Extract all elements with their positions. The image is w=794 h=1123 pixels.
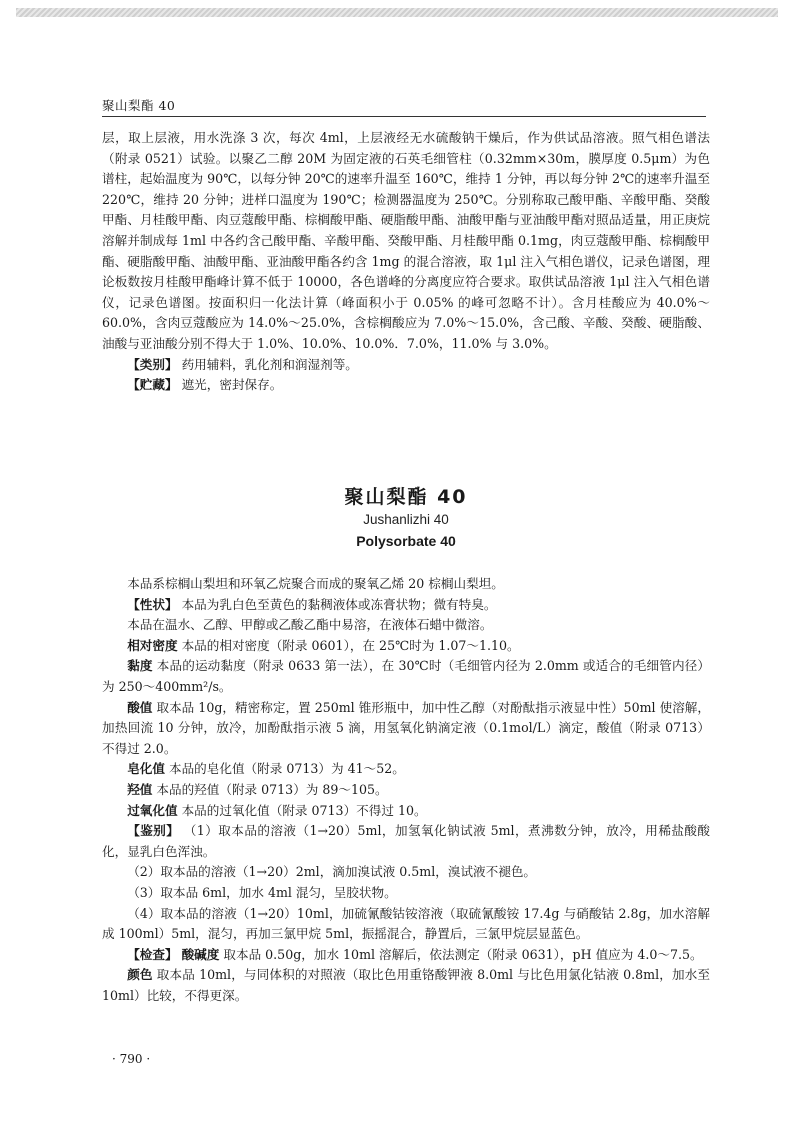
hydroxyl-text: 本品的羟值（附录 0713）为 89～105。: [156, 781, 388, 797]
category-line: [102, 355, 710, 376]
peroxide-text: 本品的过氧化值（附录 0713）不得过 10。: [181, 802, 427, 818]
acid-value-label: 酸值: [127, 699, 153, 715]
identification-3: （3）取本品 6ml，加水 4ml 混匀，呈胶状物。: [127, 884, 397, 900]
alkalinity-text: 取本品 0.50g，加水 10ml 溶解后，依法测定（附录 0631），pH 值应为 4.0～7.5。: [223, 946, 703, 962]
storage-label: 【贮藏】: [127, 377, 178, 393]
viscosity-line: [102, 656, 710, 697]
monograph-title-english: Polysorbate 40: [356, 533, 456, 549]
identification-2: （2）取本品的溶液（1→20）2ml，滴加溴试液 0.5ml，溴试液不褪色。: [127, 864, 537, 880]
properties-label: 【性状】: [127, 596, 178, 612]
tests-label: 【检查】: [127, 946, 178, 962]
density-line: [102, 636, 710, 657]
storage-line: [102, 375, 710, 396]
continued-paragraph: 层，取上层液，用水洗涤 3 次，每次 4ml，上层液经无水硫酸钠干燥后，作为供试品溶液。照气相色谱法（附录 0521）试验。以聚乙二醇 20M 为固定液的石英毛细管柱（0.32mm×30m，膜厚度 0.5μm）为色谱柱，起始温度为 90℃，以每分钟 20℃的速率升温至 160℃，维持 1 分钟，再以每分钟 2℃的速率升温至 220℃，维持 20 分钟；进样口温度为 190℃；检测器温度为 250℃。分别称取己酸甲酯、辛酸甲酯、癸酸甲酯、月桂酸甲酯、肉豆蔻酸甲酯、棕榈酸甲酯、硬脂酸甲酯、油酸甲酯与亚油酸甲酯对照品适量，用正庚烷溶解并制成每 1ml 中各约含己酸甲酯、辛酸甲酯、癸酸甲酯、月桂酸甲酯 0.1mg，肉豆蔻酸甲酯、棕榈酸甲酯、硬脂酸甲酯、油酸甲酯、亚油酸甲酯各约含 1mg 的混合溶液，取 1μl 注入气相色谱仪，记录色谱图，理论板数按月桂酸甲酯峰计算不低于 10000，各色谱峰的分离度应符合要求。取供试品溶液 1μl 注入气相色谱仪，记录色谱图。按面积归一化法计算（峰面积小于 0.05% 的峰可忽略不计）。含月桂酸应为 40.0%～60.0%，含肉豆蔻酸应为 14.0%～25.0%，含棕榈酸应为 7.0%～15.0%，含己酸、辛酸、癸酸、硬脂酸、油酸与亚油酸分别不得大于 1.0%、10.0%、10.0%．7.0%，11.0% 与 3.0%。: [102, 130, 710, 351]
storage-text: 遮光，密封保存。: [181, 377, 283, 393]
category-text: 药用辅料，乳化剂和润湿剂等。: [181, 356, 358, 372]
identification-1: （1）取本品的溶液（1→20）5ml，加氢氧化钠试液 5ml，煮沸数分钟，放冷，用稀盐酸酸化，显乳白色浑浊。: [102, 823, 711, 859]
alkalinity-label: 酸碱度: [181, 946, 220, 962]
monograph-title-block: [102, 484, 710, 552]
monograph-title-pinyin: Jushanlizhi 40: [363, 512, 449, 527]
density-label: 相对密度: [127, 637, 178, 653]
saponification-line: [102, 759, 710, 780]
category-label: 【类别】: [127, 356, 178, 372]
identification-4: （4）取本品的溶液（1→20）10ml，加硫氰酸钴铵溶液（取硫氰酸铵 17.4g 与硝酸钴 2.8g，加水溶解成 100ml）5ml，混匀，再加三氯甲烷 5ml，振摇混合，静置后，三氯甲烷层显蓝色。: [102, 905, 710, 942]
identification-line: [102, 821, 710, 862]
peroxide-label: 过氧化值: [127, 802, 178, 818]
viscosity-label: 黏度: [127, 658, 153, 674]
page-number: · 790 ·: [112, 1052, 151, 1066]
scan-edge-strip: [16, 8, 778, 17]
tests-line: [102, 945, 710, 966]
color-line: [102, 965, 710, 1006]
density-text: 本品的相对密度（附录 0601），在 25℃时为 1.07～1.10。: [181, 637, 520, 653]
identification-label: 【鉴别】: [127, 823, 180, 839]
color-text: 取本品 10ml，与同体积的对照液（取比色用重铬酸钾液 8.0ml 与比色用氯化钴液 0.8ml，加水至 10ml）比较，不得更深。: [102, 967, 710, 1003]
saponification-text: 本品的皂化值（附录 0713）为 41～52。: [168, 761, 405, 777]
definition-paragraph: 本品系棕榈山梨坦和环氧乙烷聚合而成的聚氧乙烯 20 棕榈山梨坦。: [127, 576, 504, 591]
hydroxyl-label: 羟值: [127, 781, 153, 797]
running-header: 聚山梨酯 40: [102, 98, 176, 113]
hydroxyl-line: [102, 780, 710, 801]
monograph-title-chinese: 聚山梨酯 40: [344, 486, 468, 508]
monograph-body: [102, 574, 710, 1006]
viscosity-text: 本品的运动黏度（附录 0633 第一法），在 30℃时（毛细管内径为 2.0mm 或适合的毛细管内径）为 250～400mm²/s。: [102, 658, 710, 694]
header-rule: [102, 116, 706, 117]
acid-value-line: [102, 698, 710, 760]
properties-text: 本品为乳白色至黄色的黏稠液体或冻膏状物；微有特臭。: [181, 596, 497, 612]
properties-line: [102, 595, 710, 616]
previous-entry-section: [102, 128, 710, 396]
peroxide-line: [102, 801, 710, 822]
solubility-paragraph: 本品在温水、乙醇、甲醇或乙酸乙酯中易溶，在液体石蜡中微溶。: [127, 617, 493, 633]
color-label: 颜色: [127, 967, 153, 983]
saponification-label: 皂化值: [127, 761, 165, 777]
acid-value-text: 取本品 10g，精密称定，置 250ml 锥形瓶中，加中性乙醇（对酚酞指示液显中性）50ml 使溶解，加热回流 10 分钟，放冷，加酚酞指示液 5 滴，用氢氧化钠滴定液（0.1mol/L）滴定，酸值（附录 0713）不得过 2.0。: [102, 699, 711, 756]
